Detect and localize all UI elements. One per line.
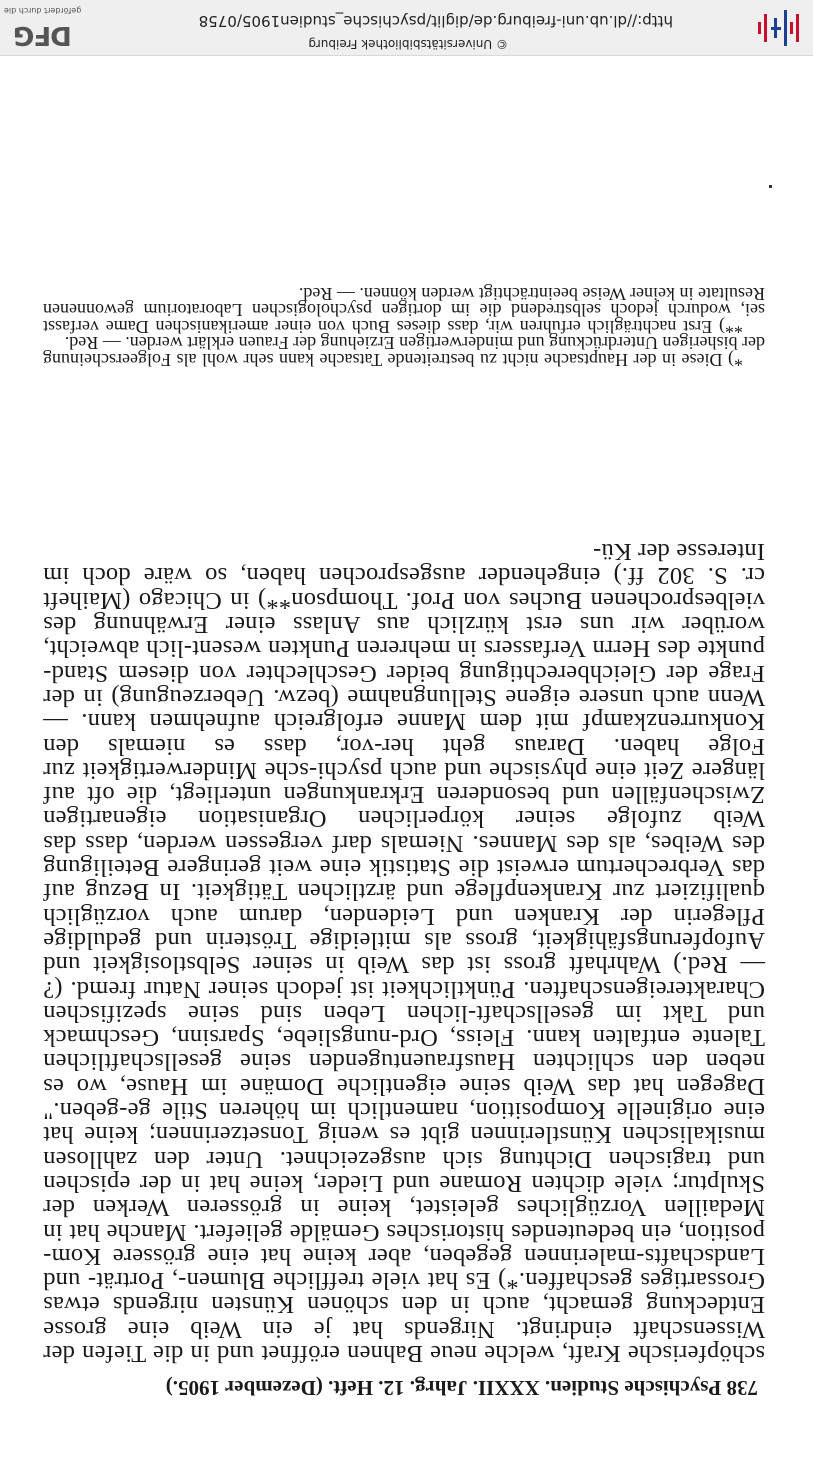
footnote-1: *) Diese in der Hauptsache nicht zu bestreitende Tatsache kann sehr wohl als Folgeerscheinung der bisherigen Unterdrückung und minderwertigen Erziehung der Frauen erklärt werden. — Red. [43,333,765,370]
body-text [43,539,765,1365]
footer-url[interactable]: http://dl.ub.uni-freiburg.de/diglit/psychische_studien1905/0758 [198,12,673,30]
footer-copyright: © Universitätsbibliothek Freiburg [308,37,508,51]
footnotes [43,285,765,368]
scan-speck [769,185,772,188]
university-library-logo-icon [745,8,801,48]
body-paragraph: schöpferische Kraft, welche neue Bahnen eröffnet und in die Tiefen der Wissenschaft eindringt. Nirgends hat je ein Weib eine grosse Entdeckung gemacht, auch in den schönen Künsten nirgends etwas Grossartiges geschaffen.*) Es hat viele treffliche Blumen-, Porträt- und Landschafts-malerinnen gegeben, aber keine hat eine grössere Kom-position, ein bedeutendes historisches Gemälde geliefert. Manche hat in Medaillen Vorzügliches geleistet, keine in grösseren Werken der Skulptur; viele dichten Romane und Lieder, keine hat in der epischen und tragischen Dichtung sich ausgezeichnet. Unter den zahllosen musikalischen Künstlerinnen gibt es wenig Tonsetzerinnen; keine hat eine originelle Komposition, namentlich im höheren Stile ge-geben." Dagegen hat das Weib seine eigentliche Domäne im Hause, wo es neben den schlichten Hausfrauentugenden seine gesellschaftlichen Talente entfalten kann. Fleiss, Ord-nungsliebe, Sparsinn, Geschmack und Takt im gesellschaft-lichen Leben sind seine spezifischen Charaktereigenschaften. Pünktlichkeit ist jedoch seiner Natur fremd. (? — Red.) Wahrhaft gross ist das Weib in seiner Selbstlosigkeit und Aufopferungsfähigkeit, gross als mitleidige Trösterin und geduldige Pflegerin der Kranken und Leidenden, darum auch vorzüglich qualifiziert zur Krankenpflege und ärztlichen Tätigkeit. In Bezug auf das Verbrechertum erweist die Statistik eine weit geringere Beteiligung des Weibes, als des Mannes. Niemals darf vergessen werden, dass das Weib zufolge seiner körperlichen Organisation eigenartigen Zwischenfällen und besonderen Erkrankungen unterliegt, die oft auf längere Zeit eine physische und auch psychi-sche Minderwertigkeit zur Folge haben. Daraus geht her-vor, dass es niemals den Konkurrenzkampf mit dem Manne erfolgreich aufnehmen kann. — Wenn auch unsere eigene Stellungnahme (bezw. Ueberzeugung) in der Frage der Gleichberechtigung beider Geschlechter von diesem Stand-punkte des Herrn Verfassers in mehreren Punkten wesent-lich abweicht, worüber wir uns erst kürzlich aus Anlass einer Erwähnung des vielbesprochenen Buches von Prof. Thompson**) in Chicago (Maiheft cr. S. 302 ff.) eingehender ausgesprochen haben, so wäre doch im Interesse der Kü- [43,538,765,1367]
running-head: 738 Psychische Studien. XXXII. Jahrg. 12. Heft. (Dezember 1905.) [165,1376,758,1400]
footnote-2: **) Erst nachträglich erfuhren wir, dass dieses Buch von einer amerikanischen Dame verfasst sei, wodurch jedoch selbstredend die im dortigen psychologischen Laboratorium gewonnenen Resultate in keiner Weise beeinträchtigt werden können. — Red. [43,283,765,337]
footer-band [0,0,813,56]
dfg-caption: gefördert durch die [4,6,82,15]
dfg-logo-icon: DFG [14,20,72,50]
